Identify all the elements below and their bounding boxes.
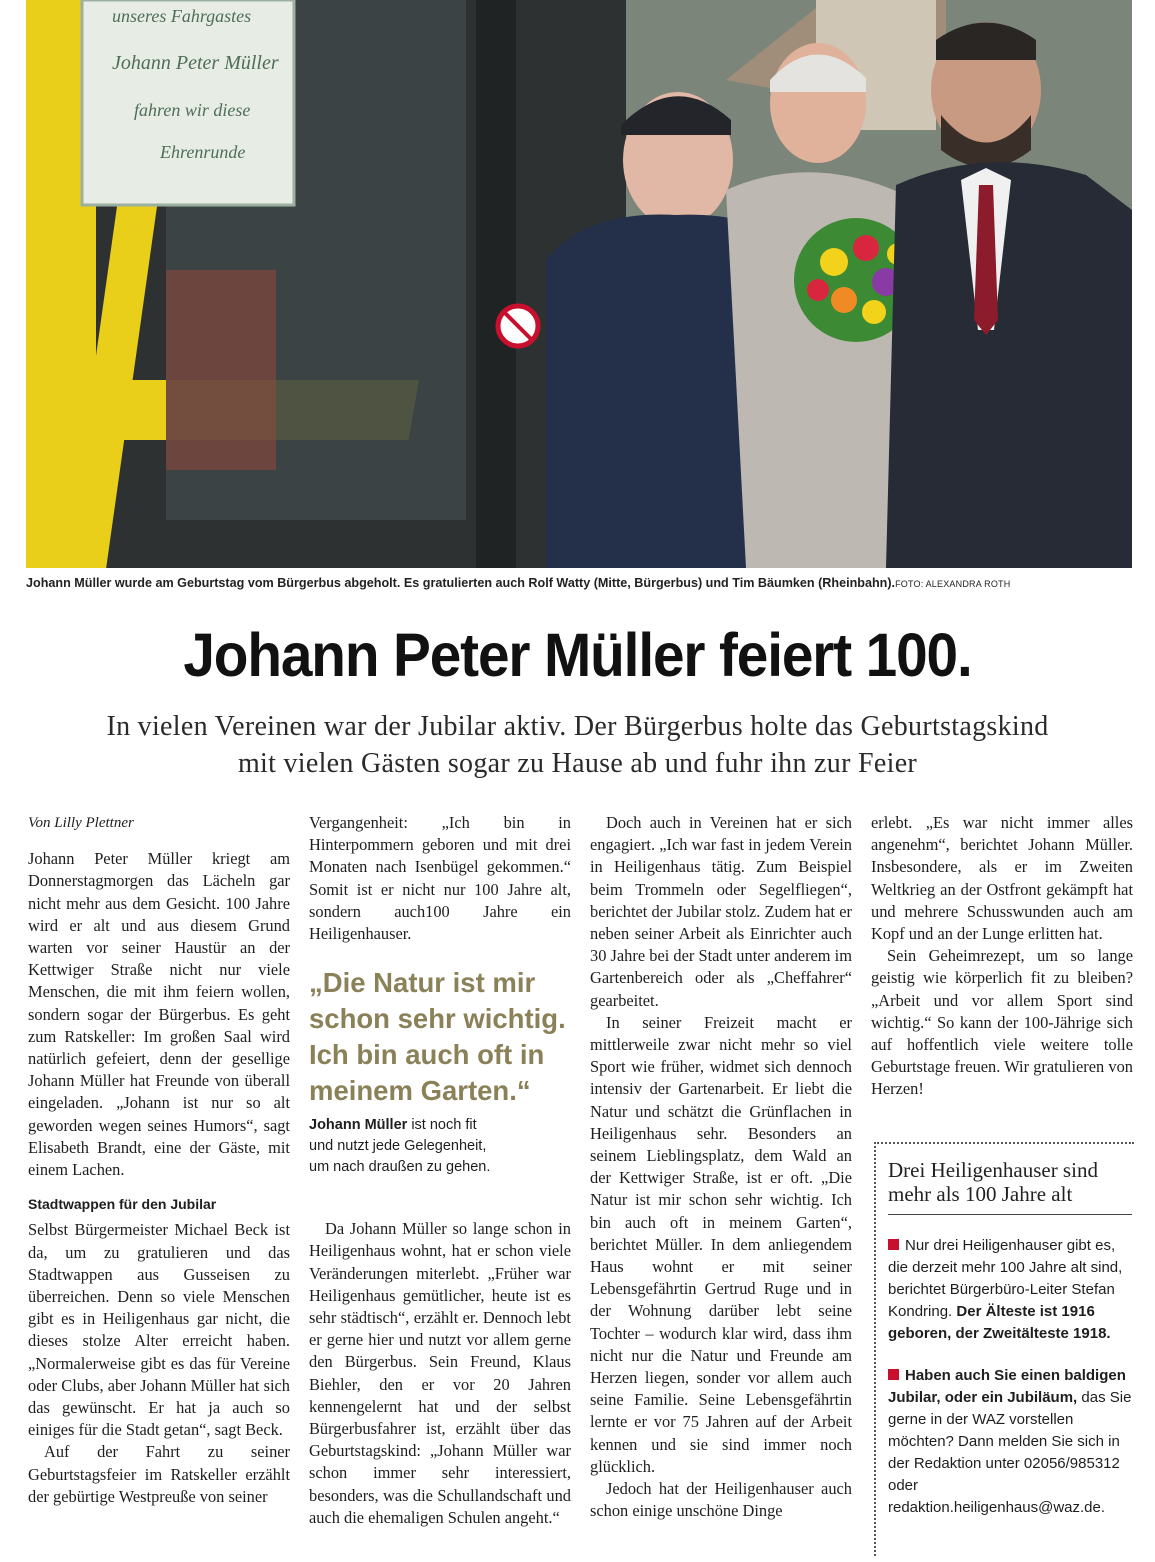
- quote-source-text: und nutzt jede Gelegenheit,: [309, 1138, 487, 1155]
- bus-sign-line: Johann Peter Müller: [112, 52, 279, 74]
- photo-caption: [26, 576, 1132, 596]
- article-column-4: [871, 812, 1133, 1101]
- section-title: Stadtwappen für den Jubilar: [28, 1196, 217, 1213]
- photo-illustration: [26, 0, 1132, 568]
- caption-text: Johann Müller wurde am Geburtstag vom Bürgerbus abgeholt. Es gratulierten auch Rolf Watty (Mitte, Bürgerbus) und Tim Bäumken (Rheinbahn).: [26, 576, 896, 590]
- paragraph: In seiner Freizeit macht er mittlerweile zwar nicht mehr so viel Sport wie früher, widmet sich dennoch intensiv der Gartenarbeit. Er liebt die Natur und schätzt die Grünflachen in Heiligenhaus sehr. Besonders an seinem Lieblingsplatz, dem Wald an der Kettwiger Straße, ist er oft. „Die Natur ist mir schon sehr wichtig. Ich bin auch oft in meinem Garten“, berichtet Müller. In dem anliegendem Haus wohnt er mit seiner Lebensgefährtin Gertrud Ruge und in der Wohnung darüber lebt seine Tochter – wodurch klar wird, dass ihm nicht nur die Natur und Freunde am Herzen liegen, sonder vor allem auch seine Familie. Seine Lebensgefährtin lernte er vor 75 Jahren auf der Arbeit kennen und sie sind immer noch glücklich.: [590, 1012, 852, 1476]
- paragraph: Vergangenheit: „Ich bin in Hinterpommern geboren und mit drei Monaten nach Isenbügel gekommen.“ Somit ist er nicht nur 100 Jahre alt, sondern auch100 Jahre ein Heiligenhauser.: [309, 813, 571, 944]
- subheadline: [0, 708, 1155, 782]
- paragraph: Da Johann Müller so lange schon in Heiligenhaus wohnt, hat er schon viele Veränderungen miterlebt. „Früher war Heiligenhaus gemütlicher, heute ist es sehr städtisch“, erzählt er. Dennoch lebt er gerne hier und nutzt vor allem gerne den Bürgerbus. Sein Freund, Klaus Biehler, den er vor 20 Jahren kennengelernt hat und der selbst Bürgerbusfahrer ist, erzählt über das Geburtstagskind: „Johann Müller war schon immer sehr interessiert, besonders, was die Schullandschaft und auch die ehemaligen Schulen angeht.“: [309, 1219, 571, 1527]
- photo-credit: FOTO: ALEXANDRA ROTH: [895, 579, 1011, 589]
- info-box-title: Drei Heiligenhauser sind mehr als 100 Jahre alt: [888, 1158, 1098, 1206]
- quote-source-text: ist noch fit: [407, 1117, 477, 1134]
- paragraph: Sein Geheimrezept, um so lange geistig wie körperlich fit zu bleiben? „Arbeit und vor allem Sport sind wichtig.“ So kann der 100-Jährige sich auf hoffentlich viele weitere tolle Geburtstage freuen. Wir gratulieren von Herzen!: [871, 946, 1133, 1099]
- byline: Von Lilly Plettner: [28, 815, 134, 831]
- info-item: [888, 1235, 1134, 1345]
- paragraph: erlebt. „Es war nicht immer alles angenehm“, berichtet Johann Müller. Insbesondere, als er im Zweiten Weltkrieg an der Ostfront gekämpft hat und mehrere Schusswunden auch am Kopf und an der Lunge erlitten hat.: [871, 813, 1133, 944]
- pull-quote-source: [309, 1115, 571, 1178]
- quote-name: Johann Müller: [309, 1117, 408, 1134]
- paragraph: Auf der Fahrt zu seiner Geburtstagsfeier im Ratskeller erzählt der gebürtige Westpreuße von seiner: [28, 1442, 290, 1506]
- info-item-text: Nur drei Heiligenhauser gibt es, die derzeit mehr 100 Jahre alt sind, berichtet Bürgerbüro-Leiter Stefan Kondring.: [888, 1237, 1123, 1320]
- red-square-icon: [888, 1239, 899, 1250]
- info-item-bold: Der Älteste ist 1916 geboren, der Zweitälteste 1918.: [888, 1303, 1111, 1342]
- bus-sign-line: fahren wir diese: [134, 100, 251, 120]
- subheadline-line: mit vielen Gästen sogar zu Hause ab und fuhr ihn zur Feier: [237, 748, 918, 779]
- info-item-text: das Sie gerne in der WAZ vorstellen möchten? Dann melden Sie sich in der Redaktion unter 02056/985312 oder redaktion.heiligenhaus@waz.de.: [888, 1389, 1132, 1516]
- lead-photo: [26, 0, 1132, 568]
- article-column-2: [309, 812, 571, 1529]
- bus-sign-line: unseres Fahrgastes: [112, 6, 252, 26]
- article-column-1: [28, 812, 290, 1508]
- paragraph: Johann Peter Müller kriegt am Donnerstagmorgen das Lächeln gar nicht mehr aus dem Gesicht. 100 Jahre wird er alt und aus diesem Grund warten vor seiner Haustür an der Kettwiger Straße nicht nur viele Menschen, die mit ihm feiern wollen, sondern sogar der Bürgerbus. Es geht zum Ratskeller: Im großen Saal wird natürlich gefeiert, denn der gesellige Johann Müller hat Freunde von überall eingeladen. „Johann ist nur so alt geworden wegen seines Humors“, sagt Elisabeth Brandt, eine der Gäste, mit einem Lachen.: [28, 849, 290, 1180]
- paragraph: Doch auch in Vereinen hat er sich engagiert. „Ich war fast in jedem Verein in Heiligenhaus tätig. Zum Beispiel beim Trommeln oder Segelfliegen“, berichtet der Jubilar stolz. Zudem hat er neben seiner Arbeit als Einrichter auch 30 Jahre bei der Stadt unter anderem im Gartenbereich oder als „Cheffahrer“ gearbeitet.: [590, 813, 852, 1010]
- divider: [888, 1214, 1132, 1215]
- headline: Johann Peter Müller feiert 100.: [183, 621, 972, 689]
- info-item: [888, 1365, 1134, 1519]
- paragraph: Jedoch hat der Heiligenhauser auch schon einige unschöne Dinge: [590, 1479, 852, 1521]
- red-square-icon: [888, 1369, 899, 1380]
- quote-source-text: um nach draußen zu gehen.: [309, 1159, 491, 1176]
- subheadline-line: In vielen Vereinen war der Jubilar aktiv. Der Bürgerbus holte das Geburtstagskind: [106, 711, 1049, 742]
- paragraph: Selbst Bürgermeister Michael Beck ist da, um zu gratulieren und das Stadtwappen aus Gusseisen zu überreichen. Denn so viele Menschen gibt es in Heiligenhaus gar nicht, die dieses stolze Alter erreicht haben. „Normalerweise gibt es das für Vereine oder Clubs, aber Johann Müller hat sich das gewünscht. Er hat ja auch so einiges für die Stadt getan“, sagt Beck.: [28, 1220, 290, 1440]
- article-column-3: [590, 812, 852, 1523]
- info-box: [874, 1142, 1134, 1556]
- pull-quote: „Die Natur ist mir schon sehr wichtig. Ich bin auch oft in meinem Garten.“: [309, 967, 566, 1107]
- info-item-bold: Haben auch Sie einen baldigen Jubilar, oder ein Jubiläum,: [888, 1367, 1126, 1406]
- bus-sign-line: Ehrenrunde: [160, 142, 246, 162]
